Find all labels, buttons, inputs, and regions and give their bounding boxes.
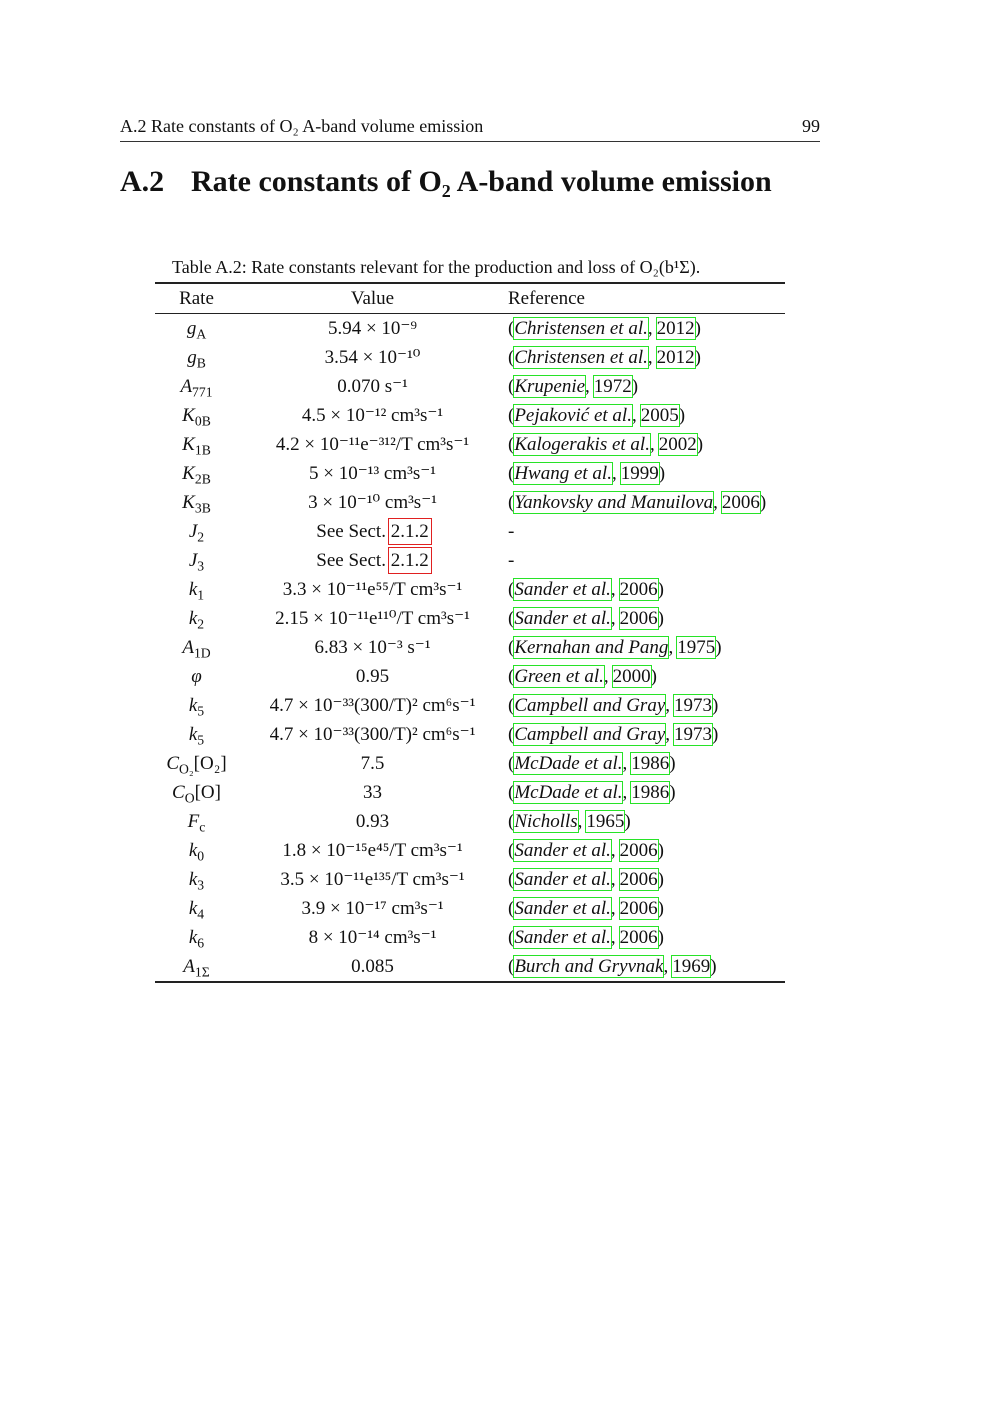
- cell-reference: [507, 894, 785, 923]
- cell-value: [238, 517, 507, 546]
- cell-rate: [155, 314, 238, 344]
- ref-close-paren: ): [759, 491, 767, 513]
- rate-symbol: $A_{1D}$: [182, 636, 211, 660]
- ref-close-paren: ): [715, 636, 722, 658]
- header-rate: Rate: [155, 283, 238, 314]
- rate-symbol: $k_1$: [188, 578, 205, 602]
- citation-year-link[interactable]: 2006: [721, 491, 760, 513]
- rate-symbol: $J_2$: [188, 520, 205, 544]
- rate-symbol: $g_A$: [186, 317, 207, 341]
- ref-open-paren: (: [508, 897, 515, 919]
- table-row: [155, 459, 785, 488]
- ref-open-paren: (: [508, 433, 515, 455]
- citation-year-link[interactable]: 2006: [619, 868, 658, 890]
- cell-rate: [155, 343, 238, 372]
- rate-symbol: $K_{2B}$: [182, 462, 211, 486]
- citation-year-link[interactable]: 2006: [619, 897, 658, 919]
- citation-year-link[interactable]: 1965: [586, 810, 625, 832]
- ref-comma: ,: [713, 491, 718, 513]
- cell-reference: [507, 488, 785, 517]
- section-link[interactable]: 2.1.2: [390, 549, 429, 571]
- citation-author-link[interactable]: Sander et al.: [514, 897, 611, 919]
- ref-open-paren: (: [508, 346, 515, 368]
- cell-rate: [155, 836, 238, 865]
- cell-reference: [507, 343, 785, 372]
- citation-author-link[interactable]: McDade et al.: [514, 752, 623, 774]
- ref-open-paren: (: [508, 578, 515, 600]
- table-row: [155, 865, 785, 894]
- table-row: [155, 372, 785, 401]
- rate-symbol: $F_c$: [187, 810, 206, 834]
- table-row: [155, 430, 785, 459]
- table-row: [155, 720, 785, 749]
- cell-rate: [155, 633, 238, 662]
- citation-author-link[interactable]: Christensen et al.: [514, 346, 648, 368]
- cell-reference: [507, 836, 785, 865]
- cell-reference: [507, 314, 785, 344]
- ref-comma: ,: [610, 926, 616, 948]
- rate-subscript: 771: [192, 383, 213, 399]
- citation-author-link[interactable]: Yankovsky and Manuilova: [514, 491, 714, 513]
- cell-value: 5 × 10⁻¹³ cm³s⁻¹: [309, 463, 436, 484]
- cell-reference: [507, 401, 785, 430]
- rate-symbol: $K_{0B}$: [182, 404, 211, 428]
- rate-constants-table: [155, 282, 785, 983]
- cell-value: 3.54 × 10⁻¹⁰: [324, 347, 421, 368]
- ref-comma: ,: [610, 868, 616, 890]
- table-row: [155, 633, 785, 662]
- ref-comma: ,: [585, 375, 590, 397]
- ref-close-paren: ): [657, 578, 664, 600]
- rate-subscript: 1B: [194, 441, 211, 457]
- rate-symbol: $k_3$: [188, 868, 205, 892]
- table-row: [155, 401, 785, 430]
- citation-year-link[interactable]: 2005: [640, 404, 679, 426]
- cell-value: 4.7 × 10⁻³³(300/T)² cm⁶s⁻¹: [269, 695, 476, 716]
- rate-subscript: 3: [197, 557, 205, 573]
- cell-reference: [507, 749, 785, 778]
- ref-close-paren: ): [694, 317, 701, 339]
- cell-reference: -: [508, 549, 515, 571]
- cell-rate: [155, 923, 238, 952]
- ref-close-paren: ): [669, 752, 676, 774]
- ref-open-paren: (: [508, 404, 515, 426]
- table-row: [155, 923, 785, 952]
- rate-symbol: $K_{1B}$: [182, 433, 211, 457]
- rate-subscript: A: [196, 325, 207, 341]
- ref-comma: ,: [610, 607, 616, 629]
- rate-subscript: 4: [197, 905, 205, 921]
- section-number: A.2: [120, 165, 165, 198]
- cell-reference: [507, 720, 785, 749]
- ref-comma: ,: [622, 752, 628, 774]
- cell-value: 3.9 × 10⁻¹⁷ cm³s⁻¹: [301, 898, 444, 919]
- ref-comma: ,: [649, 433, 655, 455]
- ref-comma: ,: [647, 317, 653, 339]
- rate-symbol: $C_{O_2}$: [166, 752, 194, 776]
- citation-author-link[interactable]: Sander et al.: [514, 578, 611, 600]
- citation-author-link[interactable]: Nicholls: [514, 810, 578, 832]
- ref-open-paren: (: [508, 839, 515, 861]
- citation-author-link[interactable]: Sander et al.: [514, 607, 611, 629]
- cell-value: 0.085: [351, 955, 394, 977]
- cell-rate: [155, 720, 238, 749]
- running-head: [120, 114, 820, 142]
- cell-value: 4.2 × 10⁻¹¹e⁻³¹²/T cm³s⁻¹: [275, 434, 470, 455]
- cell-rate: [155, 952, 238, 982]
- ref-open-paren: (: [508, 317, 515, 339]
- table-row: [155, 807, 785, 836]
- rate-symbol: φ: [191, 665, 202, 687]
- cell-rate: [155, 546, 238, 575]
- ref-comma: ,: [668, 636, 674, 658]
- ref-comma: ,: [622, 781, 628, 803]
- ref-open-paren: (: [508, 665, 515, 687]
- table-row: [155, 575, 785, 604]
- rate-subscript: O₂: [179, 760, 194, 776]
- cell-reference: [507, 459, 785, 488]
- citation-author-link[interactable]: Green et al.: [514, 665, 604, 687]
- ref-open-paren: (: [508, 375, 515, 397]
- ref-close-paren: ): [657, 897, 664, 919]
- table-row: [155, 952, 785, 982]
- rate-subscript: B: [196, 354, 206, 370]
- ref-close-paren: ): [669, 781, 676, 803]
- cell-reference: [507, 691, 785, 720]
- citation-year-link[interactable]: 2002: [658, 433, 697, 455]
- ref-open-paren: (: [508, 781, 515, 803]
- cell-value: 5.94 × 10⁻⁹: [327, 318, 418, 339]
- table-row: [155, 836, 785, 865]
- table-row: [155, 662, 785, 691]
- citation-author-link[interactable]: Christensen et al.: [514, 317, 648, 339]
- cell-value: 1.8 × 10⁻¹⁵e⁴⁵/T cm³s⁻¹: [282, 840, 463, 861]
- citation-author-link[interactable]: Campbell and Gray: [514, 694, 666, 716]
- citation-year-link[interactable]: 1973: [674, 723, 713, 745]
- ref-open-paren: (: [508, 868, 515, 890]
- cell-reference: [507, 633, 785, 662]
- ref-open-paren: (: [508, 955, 515, 977]
- ref-open-paren: (: [508, 926, 515, 948]
- cell-reference: [507, 372, 785, 401]
- cell-value: 3.3 × 10⁻¹¹e⁵⁵/T cm³s⁻¹: [282, 579, 463, 600]
- cell-rate: [155, 517, 238, 546]
- rate-symbol: $k_6$: [188, 926, 205, 950]
- ref-comma: ,: [665, 694, 671, 716]
- citation-year-link[interactable]: 1986: [631, 752, 670, 774]
- header-reference: Reference: [507, 283, 785, 314]
- cell-rate: [155, 865, 238, 894]
- ref-open-paren: (: [508, 694, 515, 716]
- rate-symbol: $A_{1\Sigma}$: [183, 955, 210, 979]
- table-row: [155, 314, 785, 344]
- ref-close-paren: ): [650, 665, 657, 687]
- citation-author-link[interactable]: Hwang et al.: [514, 462, 612, 484]
- cell-rate: [155, 430, 238, 459]
- ref-close-paren: ): [712, 694, 719, 716]
- cell-value: 7.5: [360, 752, 385, 774]
- rate-subscript: 6: [197, 934, 205, 950]
- rate-subscript: 2: [197, 528, 205, 544]
- ref-comma: ,: [647, 346, 653, 368]
- table-row: [155, 604, 785, 633]
- cell-value: 0.93: [355, 810, 390, 832]
- citation-author-link[interactable]: Kernahan and Pang: [514, 636, 669, 658]
- rate-subscript: 2: [197, 615, 205, 631]
- cell-rate: [155, 749, 238, 778]
- cell-value: 0.070 s⁻¹: [337, 376, 408, 397]
- cell-rate: [155, 604, 238, 633]
- citation-year-link[interactable]: 2006: [619, 578, 658, 600]
- cell-reference: [507, 923, 785, 952]
- rate-symbol: $k_5$: [188, 723, 205, 747]
- ref-comma: ,: [610, 578, 616, 600]
- cell-value: 33: [363, 781, 382, 803]
- rate-symbol: $k_2$: [188, 607, 205, 631]
- citation-year-link[interactable]: 2012: [656, 346, 695, 368]
- citation-author-link[interactable]: Sander et al.: [514, 868, 611, 890]
- rate-symbol: $K_{3B}$: [182, 491, 211, 515]
- cell-rate: [155, 401, 238, 430]
- table-row: [155, 488, 785, 517]
- citation-author-link[interactable]: Pejaković et al.: [514, 404, 632, 426]
- citation-author-link[interactable]: Campbell and Gray: [514, 723, 666, 745]
- ref-open-paren: (: [508, 636, 515, 658]
- citation-year-link[interactable]: 1999: [620, 462, 659, 484]
- citation-author-link[interactable]: Sander et al.: [514, 926, 611, 948]
- table-row: [155, 778, 785, 807]
- table-row: [155, 343, 785, 372]
- citation-year-link[interactable]: 2006: [619, 926, 658, 948]
- ref-comma: ,: [577, 810, 583, 832]
- cell-rate: [155, 894, 238, 923]
- citation-year-link[interactable]: 2000: [612, 665, 651, 687]
- table-header-row: [155, 283, 785, 314]
- citation-year-link[interactable]: 1986: [631, 781, 670, 803]
- ref-comma: ,: [611, 462, 617, 484]
- rate-symbol: $g_B$: [187, 346, 206, 370]
- rate-subscript: 0: [197, 847, 205, 863]
- cell-rate: [155, 459, 238, 488]
- rate-subscript: 0B: [194, 412, 211, 428]
- ref-open-paren: (: [508, 491, 515, 513]
- header-value: Value: [238, 283, 507, 314]
- rate-symbol: $A_{771}$: [180, 375, 213, 399]
- rate-subscript: 3B: [194, 499, 211, 515]
- ref-close-paren: ): [657, 868, 664, 890]
- ref-comma: ,: [610, 897, 616, 919]
- ref-comma: ,: [603, 665, 609, 687]
- ref-close-paren: ): [657, 607, 664, 629]
- citation-year-link[interactable]: 1972: [593, 375, 632, 397]
- cell-reference: [507, 575, 785, 604]
- citation-year-link[interactable]: 1975: [677, 636, 716, 658]
- cell-rate: [155, 662, 238, 691]
- rate-symbol: $k_0$: [188, 839, 205, 863]
- cell-rate: [155, 807, 238, 836]
- section-heading: [120, 165, 772, 199]
- cell-reference: [507, 778, 785, 807]
- citation-year-link[interactable]: 1973: [674, 694, 713, 716]
- rate-subscript: O: [184, 789, 195, 805]
- table-row: [155, 546, 785, 575]
- citation-year-link[interactable]: 2006: [619, 607, 658, 629]
- citation-author-link[interactable]: McDade et al.: [514, 781, 623, 803]
- section-title: Rate constants of O₂ A-band volume emission: [191, 165, 772, 198]
- ref-comma: ,: [663, 955, 669, 977]
- ref-close-paren: ): [624, 810, 631, 832]
- rate-subscript: 3: [197, 876, 205, 892]
- cell-value: 0.95: [355, 665, 390, 687]
- ref-close-paren: ): [678, 404, 686, 426]
- cell-value: [238, 546, 507, 575]
- section-link[interactable]: 2.1.2: [390, 520, 429, 542]
- cell-value: 6.83 × 10⁻³ s⁻¹: [314, 637, 431, 658]
- cell-value: 2.15 × 10⁻¹¹e¹¹⁰/T cm³s⁻¹: [275, 608, 470, 629]
- ref-close-paren: ): [694, 346, 701, 368]
- cell-rate: [155, 372, 238, 401]
- ref-open-paren: (: [508, 607, 515, 629]
- ref-open-paren: (: [508, 462, 515, 484]
- cell-reference: [507, 865, 785, 894]
- table-row: [155, 517, 785, 546]
- rate-subscript: 1Σ: [194, 963, 210, 979]
- cell-value: 3 × 10⁻¹⁰ cm³s⁻¹: [308, 492, 437, 513]
- rate-subscript: 1D: [193, 644, 211, 660]
- table-row: [155, 894, 785, 923]
- citation-author-link[interactable]: Krupenie: [514, 375, 586, 397]
- rate-subscript: 5: [197, 702, 205, 718]
- table-row: [155, 691, 785, 720]
- citation-author-link[interactable]: Sander et al.: [514, 839, 611, 861]
- section-ref-prefix: See Sect.: [316, 549, 391, 571]
- cell-rate: [155, 575, 238, 604]
- citation-year-link[interactable]: 2012: [656, 317, 695, 339]
- rate-symbol: $J_3$: [188, 549, 205, 573]
- cell-rate: [155, 691, 238, 720]
- citation-year-link[interactable]: 1969: [672, 955, 711, 977]
- section-ref-prefix: See Sect.: [316, 520, 391, 542]
- cell-rate: [155, 488, 238, 517]
- ref-comma: ,: [610, 839, 616, 861]
- cell-rate: [155, 778, 238, 807]
- cell-reference: [507, 952, 785, 982]
- ref-close-paren: ): [657, 839, 664, 861]
- rate-symbol: $k_4$: [188, 897, 205, 921]
- cell-reference: -: [508, 520, 515, 542]
- cell-reference: [507, 807, 785, 836]
- ref-close-paren: ): [631, 375, 639, 397]
- ref-open-paren: (: [508, 723, 515, 745]
- rate-bracket: [O]: [194, 781, 221, 803]
- ref-comma: ,: [631, 404, 637, 426]
- running-head-title: A.2 Rate constants of O₂ A-band volume emission: [120, 116, 484, 136]
- page-number: 99: [802, 116, 820, 136]
- table-row: [155, 749, 785, 778]
- ref-open-paren: (: [508, 752, 515, 774]
- ref-close-paren: ): [696, 433, 704, 455]
- rate-subscript: 1: [197, 586, 205, 602]
- citation-author-link[interactable]: Burch and Gryvnak: [514, 955, 664, 977]
- rate-symbol: $k_5$: [188, 694, 205, 718]
- ref-comma: ,: [665, 723, 671, 745]
- citation-year-link[interactable]: 2006: [619, 839, 658, 861]
- rate-subscript: 5: [197, 731, 205, 747]
- cell-reference: [507, 430, 785, 459]
- cell-value: 4.7 × 10⁻³³(300/T)² cm⁶s⁻¹: [269, 724, 476, 745]
- ref-close-paren: ): [712, 723, 719, 745]
- citation-author-link[interactable]: Kalogerakis et al.: [514, 433, 650, 455]
- rate-subscript: 2B: [194, 470, 211, 486]
- cell-value: 4.5 × 10⁻¹² cm³s⁻¹: [301, 405, 444, 426]
- ref-close-paren: ): [657, 926, 664, 948]
- cell-value: 3.5 × 10⁻¹¹e¹³⁵/T cm³s⁻¹: [280, 869, 465, 890]
- cell-value: 8 × 10⁻¹⁴ cm³s⁻¹: [308, 927, 437, 948]
- table-caption: Table A.2: Rate constants relevant for the production and loss of O₂(b¹Σ).: [172, 257, 701, 277]
- rate-subscript: c: [199, 818, 206, 834]
- rate-symbol: $C_O$: [172, 781, 195, 805]
- ref-open-paren: (: [508, 810, 515, 832]
- cell-reference: [507, 662, 785, 691]
- cell-reference: [507, 604, 785, 633]
- ref-close-paren: ): [658, 462, 666, 484]
- rate-bracket: [O₂]: [193, 752, 227, 774]
- ref-close-paren: ): [710, 955, 717, 977]
